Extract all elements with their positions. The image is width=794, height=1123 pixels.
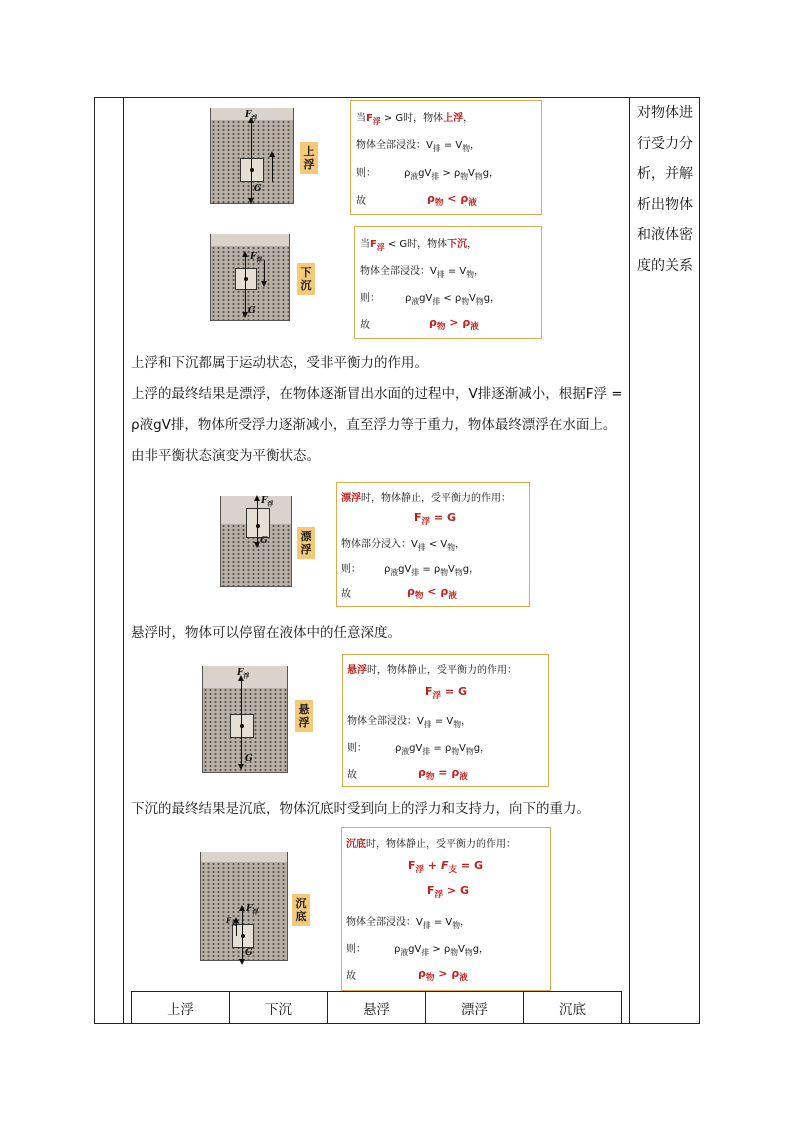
sidebar-note bbox=[635, 98, 695, 281]
explanation-box-bottom: 沉底时，物体静止，受平衡力的作用： $F_浮 + F_支 = G$ $F_浮 > G$ 物体全部浸没：$V_排 = V_物$， 则： $\rho_液gV_排 > \rho_物V_物g$， 故 $\rho_物 > \rho_液$ bbox=[341, 827, 551, 991]
table-cell: 沉底 bbox=[524, 992, 622, 1024]
sidebar-line: 和液体密 bbox=[637, 227, 693, 243]
motion-arrow-icon bbox=[272, 156, 273, 182]
explanation-box-rise: 当$F_浮 > G$时，物体上浮， 物体全部浸没：$V_排 = V_物$， 则： $\rho_液gV_排 > \rho_物V_物g$， 故 $\rho_物 < \rho_液$ bbox=[350, 100, 542, 215]
state-tag-bottom: 沉底 bbox=[292, 894, 310, 926]
buoyancy-label: $F_浮$ bbox=[246, 904, 259, 916]
buoyancy-arrow-icon bbox=[241, 680, 242, 725]
buoyancy-arrow-icon bbox=[251, 122, 252, 169]
paragraph-bottom-result: 下沉的最终结果是沉底，物体沉底时受到向上的浮力和支持力，向下的重力。 bbox=[131, 801, 590, 817]
paragraph-buoyancy-decrease: ρ液gV排，物体所受浮力逐渐减小，直至浮力等于重力，物体最终漂浮在水面上。 bbox=[131, 417, 617, 433]
support-label: $F_支$ bbox=[226, 916, 237, 928]
gravity-label: G bbox=[245, 754, 253, 764]
air-gap bbox=[211, 234, 289, 246]
table-cell: 漂浮 bbox=[426, 992, 524, 1024]
sidebar-line: 行受力分 bbox=[637, 135, 693, 152]
explanation-box-suspend: 悬浮时，物体静止，受平衡力的作用： $F_浮 = G$ 物体全部浸没：$V_排 = V_物$， 则： $\rho_液gV_排 = \rho_物V_物g$， 故 $\rho_物 = \rho_液$ bbox=[342, 654, 549, 787]
figure-float bbox=[220, 496, 292, 588]
col-divider-1 bbox=[123, 97, 124, 1024]
state-tag-rise: 上浮 bbox=[300, 142, 318, 174]
figure-rise bbox=[210, 108, 294, 204]
table-cell: 悬浮 bbox=[328, 992, 426, 1024]
table-cell: 下沉 bbox=[230, 992, 328, 1024]
paragraph-motion-state: 上浮和下沉都属于运动状态，受非平衡力的作用。 bbox=[131, 355, 428, 371]
table-row bbox=[132, 992, 622, 1024]
sidebar-line: 析出物体 bbox=[637, 196, 693, 213]
buoyancy-label: $F_浮$ bbox=[250, 252, 263, 264]
gravity-arrow-icon bbox=[241, 725, 242, 765]
outer-right-border bbox=[699, 97, 700, 1024]
outer-left-border bbox=[94, 97, 95, 1024]
gravity-label: G bbox=[248, 306, 256, 316]
gravity-arrow-icon bbox=[251, 169, 252, 199]
sidebar-line: 度的关系 bbox=[637, 257, 693, 274]
state-tag-sink: 下沉 bbox=[297, 263, 315, 295]
explanation-box-sink: 当$F_浮 < G$时，物体下沉， 物体全部浸没：$V_排 = V_物$， 则： $\rho_液gV_排 < \rho_物V_物g$， 故 $\rho_物 > \rho_液$ bbox=[354, 226, 542, 339]
gravity-label: G bbox=[254, 184, 262, 194]
buoyancy-label: $F_浮$ bbox=[261, 496, 274, 508]
object-block bbox=[240, 158, 264, 182]
gravity-label: G bbox=[245, 948, 253, 958]
gravity-arrow-icon bbox=[257, 525, 258, 543]
buoyancy-arrow-icon bbox=[245, 256, 246, 278]
sidebar-line: 对物体进 bbox=[637, 105, 693, 121]
paragraph-balance: 由非平衡状态演变为平衡状态。 bbox=[131, 448, 320, 464]
buoyancy-arrow-icon bbox=[257, 500, 258, 525]
object-block bbox=[246, 508, 270, 538]
col-divider-2 bbox=[629, 97, 630, 1024]
table-cell: 上浮 bbox=[132, 992, 230, 1024]
explanation-box-float: 漂浮时，物体静止，受平衡力的作用： $F_浮 = G$ 物体部分浸入：$V_排 < V_物$， 则： $\rho_液gV_排 = \rho_物V_物g$， 故 $\rho_物 < \rho_液$ bbox=[336, 482, 530, 607]
state-tag-suspend: 悬浮 bbox=[295, 700, 313, 732]
figure-sink bbox=[210, 234, 294, 322]
figure-bottom bbox=[200, 852, 288, 962]
gravity-arrow-icon bbox=[242, 935, 243, 960]
gravity-arrow-icon bbox=[245, 278, 246, 313]
motion-arrow-icon bbox=[264, 260, 265, 282]
buoyancy-label: $F_浮$ bbox=[245, 110, 258, 122]
figure-suspend bbox=[202, 666, 288, 774]
paragraph-rise-result: 上浮的最终结果是漂浮，在物体逐渐冒出水面的过程中，V排逐渐减小，根据F浮 = bbox=[131, 386, 623, 402]
state-tag-float: 漂浮 bbox=[297, 527, 315, 559]
paragraph-suspend: 悬浮时，物体可以停留在液体中的任意深度。 bbox=[131, 625, 401, 641]
object-block bbox=[235, 268, 257, 290]
buoyancy-arrow-icon bbox=[242, 910, 243, 935]
object-block bbox=[230, 714, 254, 738]
sidebar-line: 析，并解 bbox=[637, 166, 693, 182]
air-gap bbox=[201, 852, 287, 862]
states-table bbox=[131, 991, 622, 1024]
gravity-label: G bbox=[260, 536, 268, 546]
buoyancy-label: $F_浮$ bbox=[237, 668, 250, 680]
outer-top-border bbox=[94, 97, 700, 98]
